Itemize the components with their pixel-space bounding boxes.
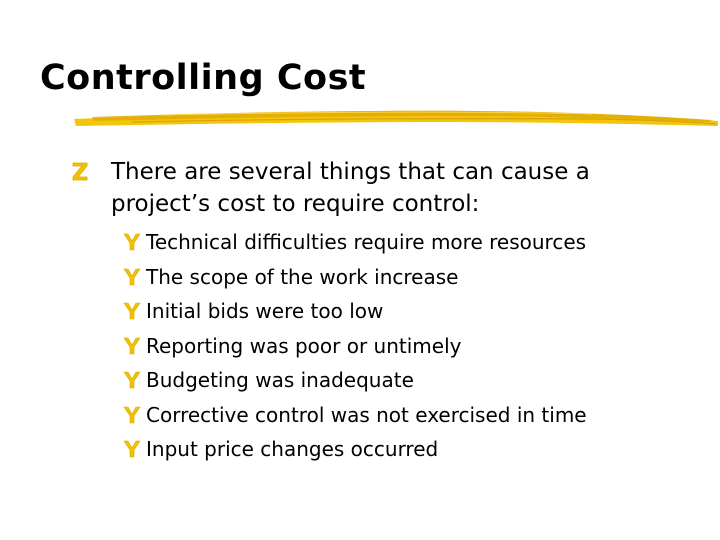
- sub-bullet-list: [124, 227, 704, 469]
- sub-bullet-item: [124, 331, 704, 366]
- sub-bullet-text: Budgeting was inadequate: [146, 368, 414, 392]
- sub-bullet-text: The scope of the work increase: [146, 264, 459, 289]
- y-bullet-icon: [122, 370, 142, 390]
- sub-bullet-item: [124, 296, 704, 331]
- title-underline-brushstroke: [72, 104, 720, 130]
- main-bullet-text: There are several things that can cause a project’s cost to require control:: [111, 159, 590, 217]
- y-bullet-icon: [122, 232, 142, 252]
- sub-bullet-text: Reporting was poor or untimely: [146, 333, 462, 358]
- y-bullet-icon: [122, 439, 142, 459]
- y-bullet-icon: [122, 405, 142, 425]
- sub-bullet-item: [124, 365, 704, 400]
- slide-title: Controlling Cost: [40, 58, 367, 98]
- sub-bullet-item: [124, 434, 704, 469]
- y-bullet-icon: [122, 336, 142, 356]
- sub-bullet-item: [124, 262, 704, 297]
- y-bullet-icon: [122, 301, 142, 321]
- sub-bullet-text: Initial bids were too low: [146, 299, 384, 323]
- sub-bullet-text: Input price changes occurred: [146, 437, 439, 461]
- sub-bullet-text: Technical difficulties require more resources: [146, 230, 587, 254]
- sub-bullet-text: Corrective control was not exercised in time: [146, 402, 587, 427]
- main-bullet: [86, 156, 686, 220]
- z-bullet-icon: [70, 158, 90, 184]
- y-bullet-icon: [122, 267, 142, 287]
- sub-bullet-item: [124, 400, 704, 435]
- sub-bullet-item: [124, 227, 704, 262]
